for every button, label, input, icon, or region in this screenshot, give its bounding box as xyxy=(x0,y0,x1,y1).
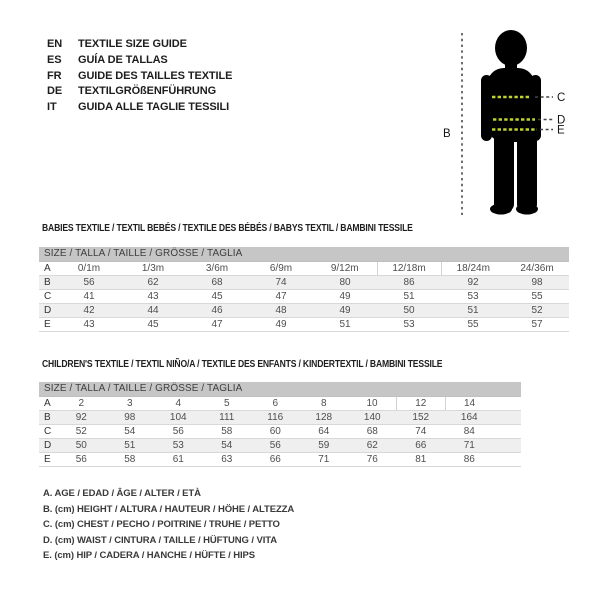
table-cell: 54 xyxy=(203,439,252,453)
table-cell: 80 xyxy=(313,276,377,290)
size-header-label: SIZE / TALLA / TAILLE / GRÖSSE / TAGLIA xyxy=(39,247,569,262)
legend-line-height: B. (cm) HEIGHT / ALTURA / HAUTEUR / HÖHE / ALTEZZA xyxy=(43,503,295,515)
table-cell: 98 xyxy=(505,276,569,290)
table-cell: 12/18m xyxy=(377,262,441,276)
language-label: GUÍA DE TALLAS xyxy=(78,53,168,66)
table-row xyxy=(39,276,569,290)
table-cell: 66 xyxy=(251,453,300,467)
table-cell: 24/36m xyxy=(505,262,569,276)
table-cell: 56 xyxy=(57,276,121,290)
table-cell: 46 xyxy=(185,304,249,318)
table-cell: 49 xyxy=(313,304,377,318)
table-cell: 92 xyxy=(57,411,106,425)
language-row xyxy=(47,53,232,69)
legend-line-age: A. AGE / EDAD / ÂGE / ALTER / ETÀ xyxy=(43,488,201,499)
measure-label-b: B xyxy=(443,128,451,140)
table-cell: 59 xyxy=(300,439,349,453)
table-cell: 3 xyxy=(106,397,155,411)
table-cell: 71 xyxy=(300,453,349,467)
table-cell: 111 xyxy=(203,411,252,425)
legend-line-hip: E. (cm) HIP / CADERA / HANCHE / HÜFTE / HIPS xyxy=(43,550,256,561)
table-cell: 52 xyxy=(505,304,569,318)
babies-size-table xyxy=(39,247,569,332)
table-cell: 45 xyxy=(121,318,185,332)
table-cell: 49 xyxy=(249,318,313,332)
table-cell: 41 xyxy=(57,290,121,304)
measure-label-c: C xyxy=(557,92,566,104)
table-cell: 45 xyxy=(185,290,249,304)
row-label: A xyxy=(39,397,57,411)
table-cell: 68 xyxy=(185,276,249,290)
table-cell: 55 xyxy=(441,318,505,332)
table-row xyxy=(39,439,521,453)
table-cell: 60 xyxy=(251,425,300,439)
size-header-row xyxy=(39,247,569,262)
table-cell: 10 xyxy=(348,397,397,411)
table-cell: 71 xyxy=(445,439,494,453)
table-cell: 56 xyxy=(57,453,106,467)
children-table-title: CHILDREN'S TEXTILE / TEXTIL NIÑO/A / TEXTILE DES ENFANTS / KINDERTEXTIL / BAMBINI TESSILE xyxy=(42,359,443,370)
table-cell: 63 xyxy=(203,453,252,467)
table-row xyxy=(39,425,521,439)
measure-label-d: D xyxy=(557,114,566,127)
table-cell: 53 xyxy=(377,318,441,332)
language-code: EN xyxy=(47,38,63,50)
row-label: A xyxy=(39,262,57,276)
child-silhouette xyxy=(481,30,541,215)
table-cell: 74 xyxy=(249,276,313,290)
table-cell: 50 xyxy=(57,439,106,453)
children-table xyxy=(39,382,521,467)
row-label: E xyxy=(39,453,57,467)
table-cell: 53 xyxy=(441,290,505,304)
legend-line-chest: C. (cm) CHEST / PECHO / POITRINE / TRUHE / PETTO xyxy=(43,519,280,530)
table-cell: 58 xyxy=(203,425,252,439)
table-cell: 76 xyxy=(348,453,397,467)
table-cell: 6 xyxy=(251,397,300,411)
table-cell: 116 xyxy=(251,411,300,425)
table-cell: 61 xyxy=(154,453,203,467)
table-cell: 54 xyxy=(106,425,155,439)
table-cell: 84 xyxy=(445,425,494,439)
table-cell: 140 xyxy=(348,411,397,425)
table-cell: 74 xyxy=(397,425,446,439)
table-cell: 43 xyxy=(57,318,121,332)
legend-line-waist: D. (cm) WAIST / CINTURA / TAILLE / HÜFTUNG / VITA xyxy=(43,534,277,546)
table-cell: 47 xyxy=(249,290,313,304)
language-code: DE xyxy=(47,85,63,98)
table-cell: 14 xyxy=(445,397,494,411)
language-code: IT xyxy=(47,101,57,114)
table-row xyxy=(39,397,521,411)
table-cell: 51 xyxy=(106,439,155,453)
size-header-row xyxy=(39,382,521,397)
table-cell: 4 xyxy=(154,397,203,411)
children-size-table xyxy=(39,382,521,467)
table-cell: 49 xyxy=(313,290,377,304)
row-label: B xyxy=(39,276,57,290)
table-cell: 12 xyxy=(397,397,446,411)
measurement-legend xyxy=(43,486,294,564)
table-cell: 92 xyxy=(441,276,505,290)
measure-label-e: E xyxy=(557,124,565,137)
table-cell: 50 xyxy=(377,304,441,318)
babies-table xyxy=(39,247,569,332)
table-cell: 68 xyxy=(348,425,397,439)
filler-cell xyxy=(494,397,521,411)
figure-left-leg xyxy=(494,122,514,212)
language-list xyxy=(47,37,232,116)
filler-cell xyxy=(494,411,521,425)
table-cell: 0/1m xyxy=(57,262,121,276)
table-row xyxy=(39,290,569,304)
table-cell: 9/12m xyxy=(313,262,377,276)
size-header-label: SIZE / TALLA / TAILLE / GRÖSSE / TAGLIA xyxy=(39,382,521,397)
table-cell: 55 xyxy=(505,290,569,304)
filler-cell xyxy=(494,425,521,439)
table-cell: 48 xyxy=(249,304,313,318)
table-cell: 18/24m xyxy=(441,262,505,276)
row-label: C xyxy=(39,290,57,304)
table-cell: 5 xyxy=(203,397,252,411)
table-cell: 51 xyxy=(377,290,441,304)
table-cell: 58 xyxy=(106,453,155,467)
language-label: GUIDE DES TAILLES TEXTILE xyxy=(78,69,233,82)
table-cell: 44 xyxy=(121,304,185,318)
table-cell: 51 xyxy=(313,318,377,332)
table-cell: 42 xyxy=(57,304,121,318)
table-cell: 3/6m xyxy=(185,262,249,276)
language-row xyxy=(47,37,232,53)
table-row xyxy=(39,453,521,467)
table-cell: 47 xyxy=(185,318,249,332)
table-row xyxy=(39,262,569,276)
table-cell: 62 xyxy=(348,439,397,453)
table-cell: 52 xyxy=(57,425,106,439)
table-cell: 152 xyxy=(397,411,446,425)
row-label: D xyxy=(39,439,57,453)
table-cell: 43 xyxy=(121,290,185,304)
table-cell: 57 xyxy=(505,318,569,332)
language-code: FR xyxy=(47,69,62,82)
table-cell: 64 xyxy=(300,425,349,439)
table-cell: 1/3m xyxy=(121,262,185,276)
table-row xyxy=(39,304,569,318)
figure-left-arm xyxy=(481,75,492,141)
table-row xyxy=(39,318,569,332)
babies-table-title: BABIES TEXTILE / TEXTIL BEBÉS / TEXTILE DES BÉBÉS / BABYS TEXTIL / BAMBINI TESSILE xyxy=(42,223,413,234)
language-label: TEXTILGRÖßENFÜHRUNG xyxy=(78,85,217,98)
figure-right-foot xyxy=(516,204,538,215)
language-row xyxy=(47,100,232,116)
language-label: TEXTILE SIZE GUIDE xyxy=(78,38,187,50)
filler-cell xyxy=(494,453,521,467)
table-cell: 62 xyxy=(121,276,185,290)
language-row xyxy=(47,69,232,85)
table-cell: 8 xyxy=(300,397,349,411)
row-label: B xyxy=(39,411,57,425)
row-label: E xyxy=(39,318,57,332)
table-cell: 56 xyxy=(154,425,203,439)
table-cell: 164 xyxy=(445,411,494,425)
child-silhouette-figure xyxy=(435,22,600,222)
table-cell: 86 xyxy=(377,276,441,290)
row-label: C xyxy=(39,425,57,439)
table-cell: 104 xyxy=(154,411,203,425)
language-label: GUIDA ALLE TAGLIE TESSILI xyxy=(78,101,230,114)
table-cell: 98 xyxy=(106,411,155,425)
table-cell: 81 xyxy=(397,453,446,467)
table-cell: 128 xyxy=(300,411,349,425)
figure-right-leg xyxy=(517,122,537,212)
language-code: ES xyxy=(47,53,62,66)
table-cell: 6/9m xyxy=(249,262,313,276)
language-row xyxy=(47,84,232,100)
figure-left-foot xyxy=(490,204,512,215)
filler-cell xyxy=(494,439,521,453)
table-cell: 86 xyxy=(445,453,494,467)
table-cell: 2 xyxy=(57,397,106,411)
table-cell: 51 xyxy=(441,304,505,318)
table-row xyxy=(39,411,521,425)
row-label: D xyxy=(39,304,57,318)
table-cell: 53 xyxy=(154,439,203,453)
table-cell: 56 xyxy=(251,439,300,453)
table-cell: 66 xyxy=(397,439,446,453)
